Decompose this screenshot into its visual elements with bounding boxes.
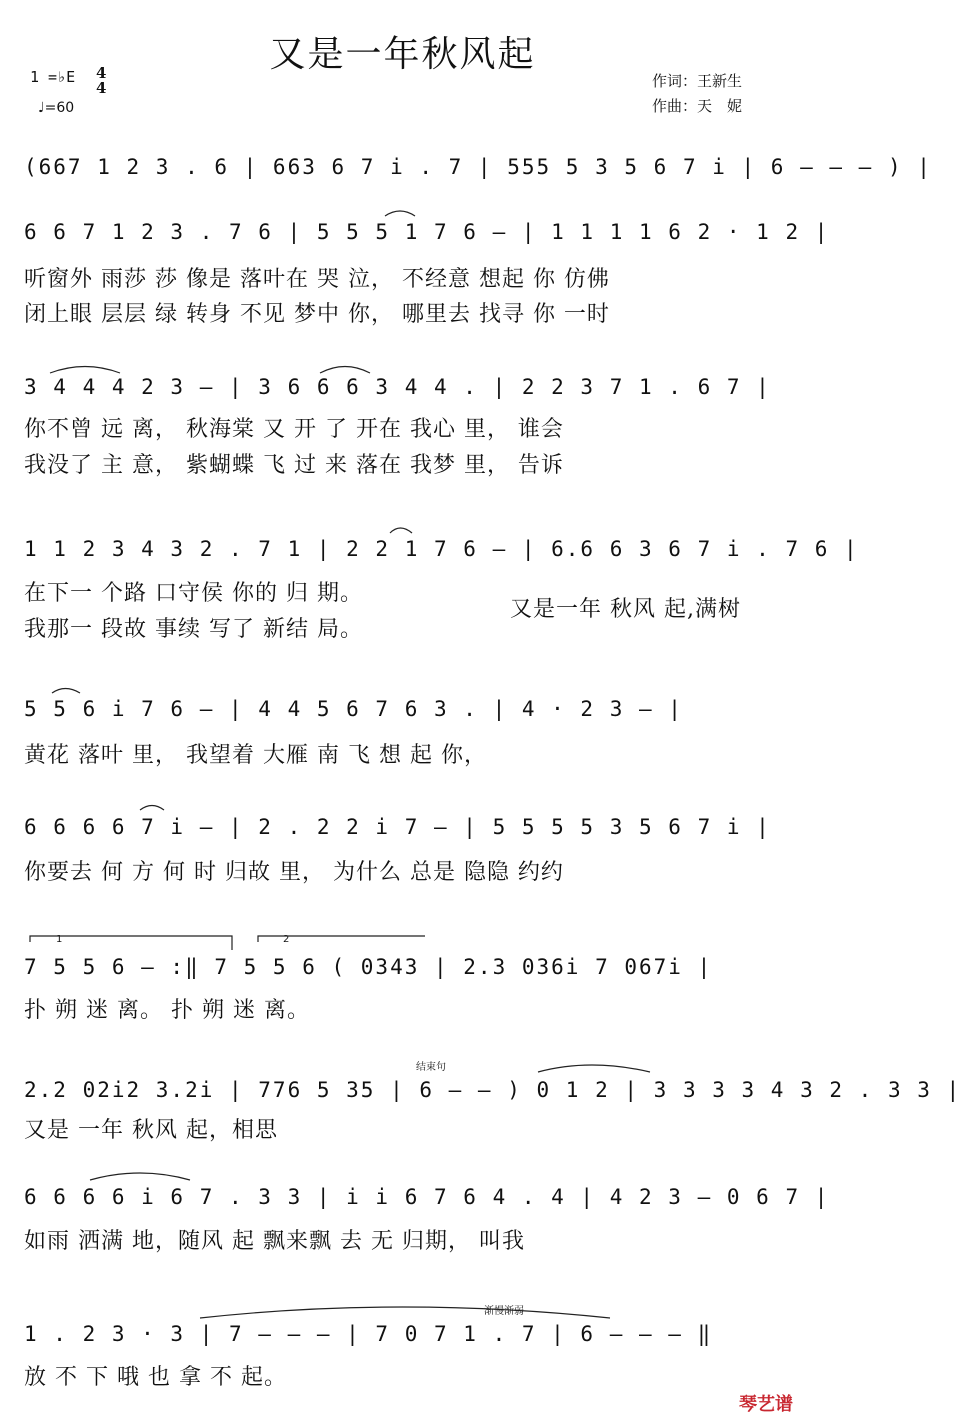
score-line-7-lyric-1: 扑 朔 迷 离。 扑 朔 迷 离。	[24, 998, 310, 1023]
slur	[200, 1307, 610, 1318]
song-title: 又是一年秋风起	[269, 34, 536, 75]
score-line-2-notes: 6 6 7 1 2 3 . 7 6 | 5 5 5 1 7 6 — | 1 1 1 1 6 2 · 1 2 |	[24, 220, 830, 244]
score-line-3-notes: 3 4 4 4 2 3 — | 3 6 6 6 3 4 4 . | 2 2 3 7 1 . 6 7 |	[24, 375, 771, 399]
score-line-6-notes: 6 6 6 6 7 i — | 2 . 2 2 i 7 — | 5 5 5 5 3 5 6 7 i |	[24, 815, 771, 839]
score-line-3-lyric-1: 你不曾 远 离， 秋海棠 又 开 了 开在 我心 里， 谁会	[24, 417, 564, 442]
score-line-9-notes: 6 6 6 6 i 6 7 . 3 3 | i i 6 7 6 4 . 4 | 4 2 3 — 0 6 7 |	[24, 1185, 830, 1209]
score-line-10-lyric-1: 放 不 下 哦 也 拿 不 起。	[24, 1365, 287, 1390]
score-line-5-notes: 5 5 6 i 7 6 — | 4 4 5 6 7 6 3 . | 4 · 2 3 — |	[24, 697, 683, 721]
score-line-6-lyric-1: 你要去 何 方 何 时 归故 里， 为什么 总是 隐隐 约约	[24, 860, 564, 885]
score-line-1-notes: (667 1 2 3 . 6 | 663 6 7 i . 7 | 555 5 3 5 6 7 i | 6 — — — ) |	[24, 155, 932, 179]
score-line-4-lyric-1: 在下一 个路 口守侯 你的 归 期。	[24, 581, 363, 606]
score-line-2-lyric-2: 闭上眼 层层 绿 转身 不见 梦中 你， 哪里去 找寻 你 一时	[24, 302, 610, 327]
volta-2-label: 2	[283, 934, 290, 945]
score-line-9-lyric-1: 如雨 洒满 地，随风 起 飘来飘 去 无 归期， 叫我	[24, 1229, 525, 1254]
slur	[538, 1065, 650, 1072]
score-line-2-lyric-1: 听窗外 雨莎 莎 像是 落叶在 哭 泣， 不经意 想起 你 仿佛	[24, 267, 610, 292]
volta-1-label: 1	[56, 934, 63, 945]
score-line-5-lyric-1: 黄花 落叶 里， 我望着 大雁 南 飞 想 起 你，	[24, 743, 487, 768]
slur	[385, 211, 415, 216]
slur	[90, 1173, 190, 1180]
ending-label: 结束句	[416, 1062, 446, 1073]
score-line-8-notes: 2.2 02i2 3.2i | 776 5 35 | 6 — — ) 0 1 2 | 3 3 3 3 4 3 2 . 3 3 |	[24, 1078, 961, 1102]
time-sig-top: 4	[96, 64, 107, 82]
slur	[52, 689, 80, 694]
tempo-marking: ♩=60	[38, 100, 75, 116]
slur	[320, 367, 370, 374]
key-signature: 1 =♭E	[30, 68, 76, 86]
score-line-10-notes: 1 . 2 3 · 3 | 7 — — — | 7 0 7 1 . 7 | 6 — — — ‖	[24, 1322, 713, 1346]
slur	[140, 806, 164, 811]
slur	[50, 367, 120, 374]
time-sig-bottom: 4	[96, 79, 107, 97]
score-line-4-notes: 1 1 2 3 4 3 2 . 7 1 | 2 2 1 7 6 — | 6.6 6 3 6 7 i . 7 6 |	[24, 537, 859, 561]
slur	[390, 528, 412, 533]
score-line-3-lyric-2: 我没了 主 意， 紫蝴蝶 飞 过 来 落在 我梦 里， 告诉	[24, 453, 564, 478]
volta-bracket-1	[30, 936, 232, 950]
score-line-4-lyric-2: 我那一 段故 事续 写了 新结 局。	[24, 617, 363, 642]
score-line-8-lyric-1: 又是 一年 秋风 起，相思	[24, 1118, 278, 1143]
dynamics-label: 渐慢渐弱	[484, 1306, 524, 1317]
lyricist-credit: 作词：王新生	[652, 72, 743, 90]
composer-credit: 作曲：天 妮	[652, 97, 743, 115]
side-lyric: 又是一年 秋风 起,满树	[510, 597, 741, 622]
watermark-logo: 琴艺谱	[739, 1394, 793, 1415]
volta-bracket-2	[258, 936, 425, 942]
score-line-7-notes: 7 5 5 6 — :‖ 7 5 5 6 ( 0343 | 2.3 036i 7 067i |	[24, 955, 713, 979]
